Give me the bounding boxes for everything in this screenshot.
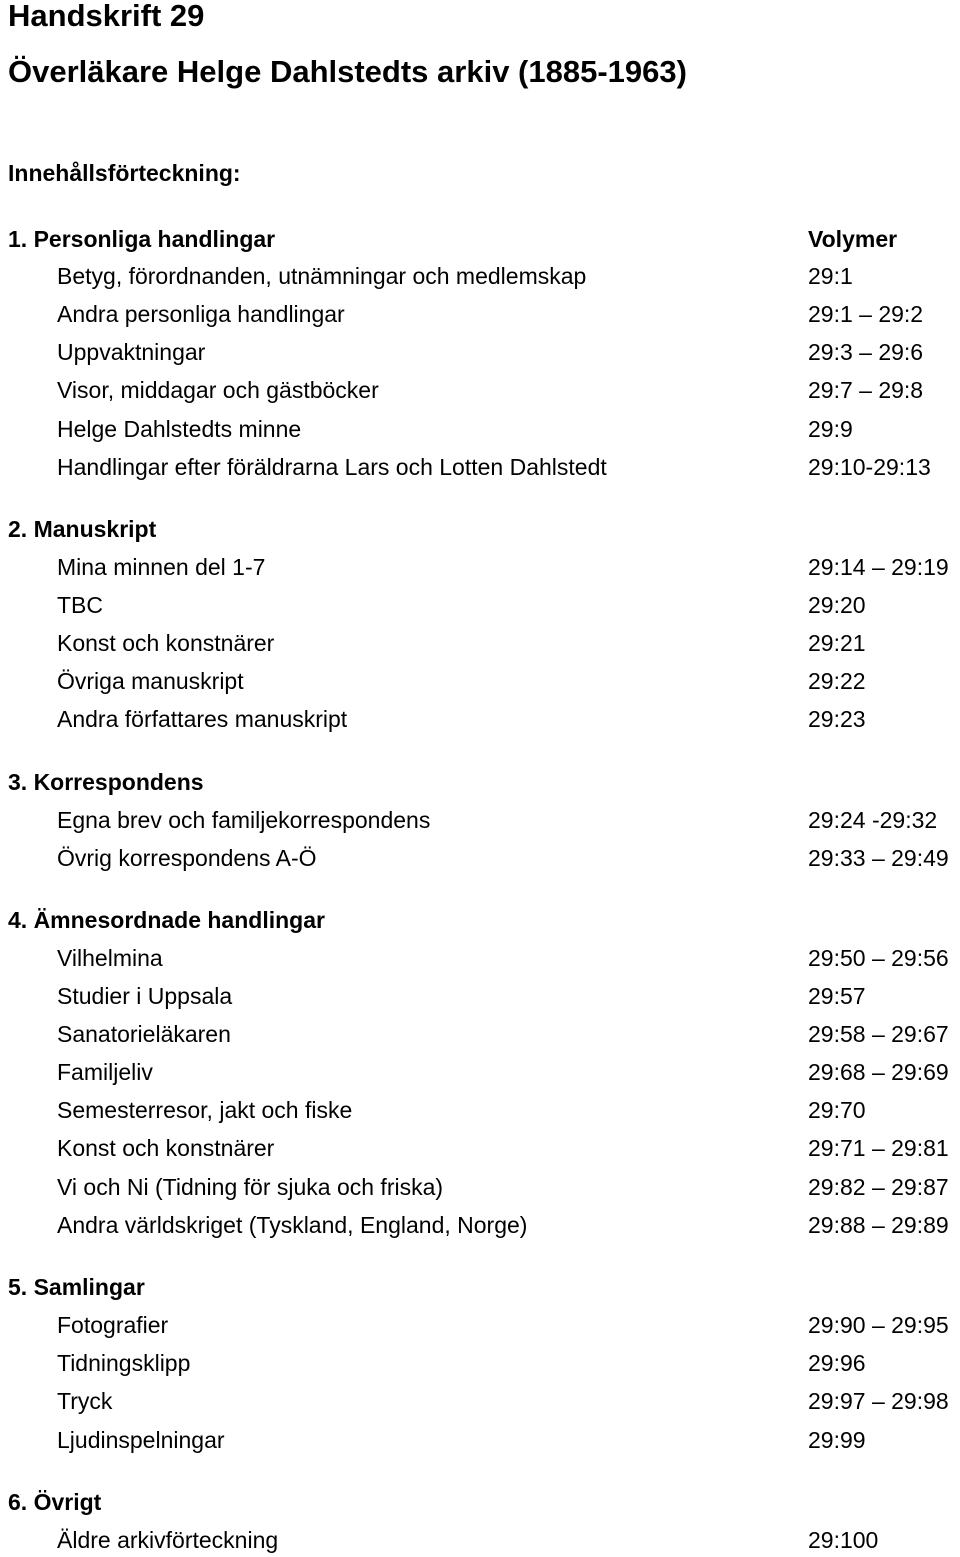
toc-row bbox=[0, 261, 960, 293]
volumes-column-header: Volymer bbox=[808, 226, 898, 252]
toc-row bbox=[0, 1386, 960, 1418]
toc-item-volume: 29:33 – 29:49 bbox=[808, 845, 949, 871]
section-heading: 4. Ämnesordnade handlingar bbox=[8, 907, 325, 933]
toc-row bbox=[0, 1525, 960, 1557]
section-heading: 6. Övrigt bbox=[8, 1489, 102, 1515]
toc-row bbox=[0, 1310, 960, 1342]
section-heading: 2. Manuskript bbox=[8, 516, 157, 542]
document-title: Handskrift 29 bbox=[8, 0, 205, 33]
toc-item-volume: 29:57 bbox=[808, 983, 866, 1009]
section-heading: 1. Personliga handlingar bbox=[8, 226, 276, 252]
toc-item-label: Tryck bbox=[57, 1388, 113, 1414]
toc-row bbox=[0, 1172, 960, 1204]
toc-item-volume: 29:82 – 29:87 bbox=[808, 1174, 949, 1200]
toc-item-volume: 29:1 – 29:2 bbox=[808, 301, 924, 327]
toc-item-label: Handlingar efter föräldrarna Lars och Lotten Dahlstedt bbox=[57, 454, 607, 480]
toc-item-label: Helge Dahlstedts minne bbox=[57, 416, 302, 442]
toc-item-volume: 29:96 bbox=[808, 1350, 866, 1376]
toc-item-label: Egna brev och familjekorrespondens bbox=[57, 807, 431, 833]
toc-row bbox=[0, 452, 960, 484]
toc-item-volume: 29:22 bbox=[808, 668, 866, 694]
toc-item-label: Visor, middagar och gästböcker bbox=[57, 377, 379, 403]
toc-row bbox=[0, 805, 960, 837]
section-heading: 5. Samlingar bbox=[8, 1274, 145, 1300]
toc-item-label: Övriga manuskript bbox=[57, 668, 244, 694]
toc-item-volume: 29:70 bbox=[808, 1097, 866, 1123]
toc-row bbox=[0, 375, 960, 407]
toc-row bbox=[0, 1133, 960, 1165]
toc-item-label: Studier i Uppsala bbox=[57, 983, 233, 1009]
toc-item-volume: 29:10-29:13 bbox=[808, 454, 931, 480]
toc-item-volume: 29:58 – 29:67 bbox=[808, 1021, 949, 1047]
toc-item-volume: 29:21 bbox=[808, 630, 866, 656]
toc-item-volume: 29:9 bbox=[808, 416, 853, 442]
toc-item-label: Familjeliv bbox=[57, 1059, 153, 1085]
toc-row bbox=[0, 943, 960, 975]
toc-item-volume: 29:20 bbox=[808, 592, 866, 618]
toc-item-volume: 29:23 bbox=[808, 706, 866, 732]
toc-item-label: Äldre arkivförteckning bbox=[57, 1527, 279, 1553]
toc-item-label: Övrig korrespondens A-Ö bbox=[57, 845, 317, 871]
toc-row bbox=[0, 1210, 960, 1242]
toc-item-volume: 29:1 bbox=[808, 263, 853, 289]
toc-row bbox=[0, 628, 960, 660]
toc-item-label: Vi och Ni (Tidning för sjuka och friska) bbox=[57, 1174, 444, 1200]
section-heading: 3. Korrespondens bbox=[8, 769, 204, 795]
toc-row bbox=[0, 1348, 960, 1380]
toc-item-label: Andra världskriget (Tyskland, England, Norge) bbox=[57, 1212, 528, 1238]
toc-item-label: Tidningsklipp bbox=[57, 1350, 191, 1376]
toc-row bbox=[0, 552, 960, 584]
toc-item-volume: 29:50 – 29:56 bbox=[808, 945, 949, 971]
toc-item-volume: 29:24 -29:32 bbox=[808, 807, 938, 833]
toc-title: Innehållsförteckning: bbox=[8, 160, 241, 186]
toc-item-label: TBC bbox=[57, 592, 103, 618]
toc-row bbox=[0, 843, 960, 875]
toc-row bbox=[0, 1425, 960, 1457]
toc-item-volume: 29:68 – 29:69 bbox=[808, 1059, 949, 1085]
toc-item-label: Konst och konstnärer bbox=[57, 1135, 275, 1161]
toc-item-volume: 29:71 – 29:81 bbox=[808, 1135, 949, 1161]
toc-item-label: Betyg, förordnanden, utnämningar och medlemskap bbox=[57, 263, 587, 289]
toc-row bbox=[0, 337, 960, 369]
toc-row bbox=[0, 1095, 960, 1127]
toc-item-label: Sanatorieläkaren bbox=[57, 1021, 231, 1047]
toc-row bbox=[0, 704, 960, 736]
toc-row bbox=[0, 414, 960, 446]
toc-item-volume: 29:7 – 29:8 bbox=[808, 377, 924, 403]
toc-item-label: Semesterresor, jakt och fiske bbox=[57, 1097, 353, 1123]
toc-item-volume: 29:100 bbox=[808, 1527, 879, 1553]
toc-item-label: Vilhelmina bbox=[57, 945, 163, 971]
toc-item-volume: 29:14 – 29:19 bbox=[808, 554, 949, 580]
toc-item-volume: 29:97 – 29:98 bbox=[808, 1388, 949, 1414]
toc-row bbox=[0, 299, 960, 331]
toc-item-label: Andra personliga handlingar bbox=[57, 301, 345, 327]
toc-item-volume: 29:90 – 29:95 bbox=[808, 1312, 949, 1338]
toc-row bbox=[0, 981, 960, 1013]
toc-item-volume: 29:3 – 29:6 bbox=[808, 339, 924, 365]
toc-row bbox=[0, 666, 960, 698]
toc-item-label: Mina minnen del 1-7 bbox=[57, 554, 266, 580]
toc-item-volume: 29:88 – 29:89 bbox=[808, 1212, 949, 1238]
toc-row bbox=[0, 1057, 960, 1089]
toc-item-label: Konst och konstnärer bbox=[57, 630, 275, 656]
toc-item-label: Andra författares manuskript bbox=[57, 706, 348, 732]
toc-item-volume: 29:99 bbox=[808, 1427, 866, 1453]
document-subtitle: Överläkare Helge Dahlstedts arkiv (1885-1963) bbox=[8, 54, 687, 89]
toc-item-label: Ljudinspelningar bbox=[57, 1427, 225, 1453]
toc-item-label: Uppvaktningar bbox=[57, 339, 206, 365]
toc-row bbox=[0, 590, 960, 622]
toc-item-label: Fotografier bbox=[57, 1312, 169, 1338]
toc-row bbox=[0, 1019, 960, 1051]
